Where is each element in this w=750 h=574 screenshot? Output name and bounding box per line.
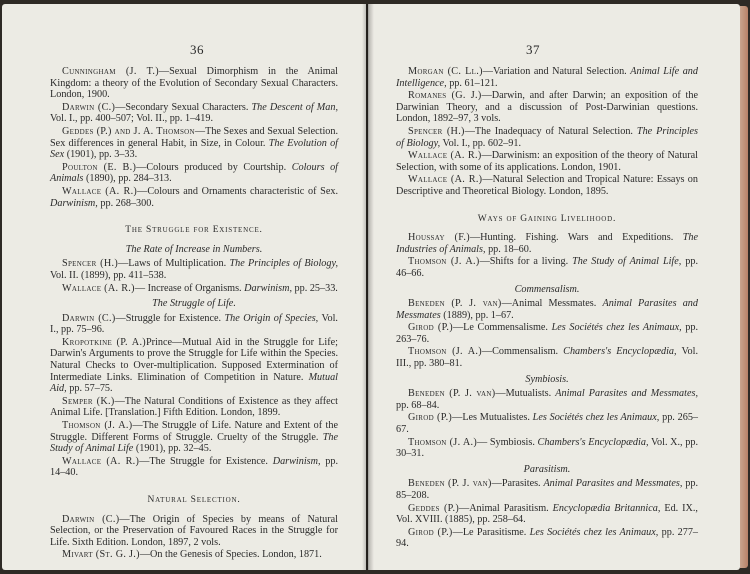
- entry-author: Girod (P.): [408, 412, 453, 424]
- bibliography-entry: [50, 420, 338, 455]
- entry-text: —The Origin of Species by means of Natural Selection, or the Preservation of Favoured Races in the Struggle for Life. Sixth Edition. London, 1897, 2 vols.: [50, 513, 338, 548]
- subsection-heading: The Struggle of Life.: [152, 298, 236, 310]
- entry-text: —The Struggle for Existence.: [139, 455, 268, 467]
- subsection-heading: Parasitism.: [523, 463, 571, 475]
- entry-text: —Sexual Dimorphism in the Animal Kingdom: a theory of the Evolution of Secondary Sexual Characters. London, 1900.: [50, 66, 338, 101]
- right-page: [368, 4, 740, 570]
- entry-author: Geddes (P.): [408, 502, 460, 514]
- bibliography-entry: [50, 396, 338, 419]
- entry-title: The Study of Animal Life,: [572, 256, 682, 268]
- entry-pages: pp. 46–66.: [396, 256, 699, 279]
- entry-author: Morgan (C. Ll.): [408, 66, 483, 77]
- bibliography-entry: [396, 298, 698, 321]
- entry-pages: (1890), pp. 284–313.: [85, 173, 172, 185]
- entry-title: Encyclopædia Britannica,: [552, 502, 661, 514]
- entries-natural-selection-cont: [396, 66, 698, 198]
- entry-text: —Mutualists.: [495, 388, 552, 400]
- bibliography-entry: [396, 150, 698, 173]
- entry-author: Mivart (St. G. J.): [62, 549, 140, 561]
- entry-pages: pp. 265–67.: [396, 412, 698, 436]
- entry-title: Les Sociétés chez les Animaux,: [529, 526, 659, 538]
- entry-pages: pp. 25–33.: [294, 282, 338, 294]
- entry-text: —Colours and Ornaments characteristic of Sex.: [137, 185, 338, 197]
- entries-commensalism: [396, 298, 698, 370]
- page-number: 36: [190, 42, 204, 57]
- bibliography-entry: [396, 478, 698, 501]
- page-edge: [740, 6, 748, 568]
- entry-title: Les Sociétés chez les Animaux,: [532, 412, 660, 424]
- entries-sexual-selection: [50, 66, 338, 209]
- entry-author: Spencer (H.): [408, 125, 465, 137]
- entry-text: —The Inadequacy of Natural Selection.: [464, 125, 633, 137]
- entry-title: Colours of Animals: [50, 161, 339, 185]
- bibliography-entry: [50, 283, 338, 295]
- bibliography-entry: [50, 102, 338, 125]
- entry-text: —The Sexes and Sexual Selection. Sex differences in general Habit, in Size, in Colour.: [50, 125, 339, 149]
- entry-text: —Laws of Multiplication.: [118, 258, 227, 270]
- entry-pages: pp. 85–208.: [396, 478, 698, 501]
- entry-author: Beneden (P. J. van): [408, 388, 496, 400]
- bibliography-entry: [50, 66, 338, 101]
- bibliography-entry: [396, 388, 698, 411]
- entries-livelihood: [396, 232, 698, 279]
- entry-author: Houssay (F.): [408, 232, 470, 244]
- subsection-heading: The Rate of Increase in Numbers.: [125, 243, 263, 255]
- entry-title: Animal Parasites and Messmates: [396, 298, 698, 321]
- entry-text: —On the Genesis of Species. London, 1871.: [139, 549, 322, 561]
- entry-title: Animal Parasites and Messmates,: [555, 388, 698, 400]
- entry-author: Thomson (J. A.): [408, 256, 480, 268]
- entry-author: Poulton (E. B.): [62, 161, 137, 173]
- bibliography-entry: [50, 456, 338, 479]
- bibliography-entry: [50, 337, 338, 395]
- entry-text: —Darwin, and after Darwin; an exposition of the Darwinian Theory, and a discussion of Post-Darwinian questions. London, 1892–97, 3 vols.: [396, 90, 698, 125]
- entry-author: Darwin (C.): [62, 101, 116, 113]
- entry-text: —Colours produced by Courtship.: [136, 161, 287, 173]
- entry-title: The Descent of Man,: [251, 101, 338, 113]
- bibliography-entry: [396, 503, 698, 526]
- bibliography-entry: [50, 162, 338, 185]
- entry-pages: pp. 18–60.: [488, 243, 532, 255]
- entry-text: — Symbiosis.: [477, 436, 535, 448]
- entry-author: Wallace (A. R.): [62, 455, 140, 467]
- entry-text: —Darwinism: an exposition of the theory of Natural Selection, with some of its applications. London, 1901.: [396, 150, 698, 173]
- entry-text: —Shifts for a living.: [479, 256, 569, 268]
- entry-title: The Industries of Animals,: [396, 232, 698, 255]
- entries-struggle-of-life: [50, 313, 338, 479]
- entry-pages: pp. 277–94.: [396, 526, 699, 550]
- bibliography-entry: [50, 258, 338, 281]
- entry-text: —Hunting. Fishing. Wars and Expeditions.: [469, 232, 674, 244]
- entry-text: — Increase of Organisms.: [134, 282, 242, 294]
- bibliography-entry: [396, 322, 698, 345]
- entry-title: The Origin of Species,: [224, 312, 319, 324]
- entry-title: Darwinism,: [272, 455, 321, 467]
- entry-title: Les Sociétés chez les Animaux,: [551, 322, 682, 334]
- entries-parasitism: [396, 478, 698, 550]
- entry-author: Darwin (C.): [62, 513, 120, 525]
- book-gutter: [362, 4, 374, 570]
- bibliography-entry: [396, 66, 698, 89]
- entry-text: —Le Parasitisme.: [452, 526, 527, 538]
- section-heading: The Struggle for Existence.: [125, 225, 263, 236]
- entry-pages: Vol. I., pp. 75–96.: [50, 312, 338, 336]
- entry-author: Romanes (G. J.): [408, 90, 482, 102]
- section-heading: Natural Selection.: [147, 495, 241, 505]
- entry-pages: pp. 57–75.: [69, 383, 113, 395]
- entry-pages: Vol. I., pp. 400–507; Vol. II., pp. 1–419.: [50, 113, 214, 125]
- entry-author: Darwin (C.): [62, 312, 116, 324]
- entry-author: Wallace (A. R.): [62, 282, 135, 294]
- bibliography-entry: [396, 126, 698, 149]
- entry-title: The Principles of Biology,: [229, 258, 338, 270]
- entry-text: —Struggle for Existence.: [115, 312, 222, 324]
- entry-text: —Variation and Natural Selection.: [482, 66, 627, 77]
- entry-author: Girod (P.): [408, 322, 453, 334]
- entry-author: Girod (P.): [408, 526, 453, 538]
- entry-author: Kropotkine (P. A.): [62, 336, 146, 348]
- section-heading: Ways of Gaining Livelihood.: [477, 213, 617, 224]
- entry-text: —Commensalism.: [481, 346, 559, 358]
- bibliography-entry: [50, 514, 338, 549]
- page-number: 37: [526, 42, 540, 57]
- entry-pages: pp. 268–300.: [100, 197, 154, 209]
- entry-pages: pp. 61–121.: [449, 77, 498, 89]
- entry-pages: Vol. II. (1899), pp. 411–538.: [50, 269, 167, 281]
- entry-author: Wallace (A. R.): [62, 185, 138, 197]
- entry-author: Thomson (J. A.): [62, 420, 133, 432]
- page-body: [50, 66, 338, 562]
- entry-title: The Principles of Biology,: [396, 125, 699, 149]
- entry-pages: (1901), pp. 3–33.: [66, 149, 138, 161]
- left-page: [2, 4, 366, 570]
- bibliography-entry: [396, 232, 698, 255]
- entry-title: Animal Life and Intelligence,: [396, 66, 698, 89]
- entry-text: —Animal Parasitism.: [459, 502, 549, 514]
- entry-text: —The Struggle of Life. Nature and Extent of the Struggle. Different Forms of Struggle. Cruelty of the Struggle.: [50, 420, 338, 443]
- entry-pages: Vol. X., pp. 30–31.: [396, 436, 698, 460]
- page-body: [396, 66, 698, 551]
- entry-text: —Les Mutualistes.: [452, 412, 530, 424]
- entry-pages: pp. 263–76.: [396, 322, 698, 345]
- bibliography-entry: [50, 186, 338, 209]
- entry-text: —Animal Messmates.: [501, 298, 597, 310]
- bibliography-entry: [396, 527, 698, 550]
- entry-pages: (1889), pp. 1–67.: [443, 309, 514, 321]
- entry-text: —Secondary Sexual Characters.: [115, 101, 249, 113]
- entry-title: The Study of Animal Life: [50, 431, 339, 455]
- entry-title: Darwinism,: [50, 197, 98, 209]
- entry-author: Wallace (A. R.): [408, 174, 483, 186]
- bibliography-entry: [396, 437, 698, 460]
- bibliography-entry: [396, 90, 698, 125]
- entry-title: Darwinism,: [244, 282, 292, 294]
- entries-symbiosis: [396, 388, 698, 460]
- entry-author: Semper (K.): [62, 395, 115, 407]
- bibliography-entry: [396, 412, 698, 435]
- entries-rate-of-increase: [50, 258, 338, 294]
- entry-text: Prince—Mutual Aid in the Struggle for Life; Darwin's Arguments to prove the Struggle for Life within the Species. Natural Checks to Over-multiplication. Supposed Extermination of Intermediate Links. Elimination of Competition in Nature.: [50, 336, 338, 383]
- entry-title: The Evolution of Sex: [50, 137, 338, 161]
- bibliography-entry: [396, 256, 698, 279]
- entry-pages: (1901), pp. 32–45.: [135, 443, 212, 455]
- entry-author: Thomson (J. A.): [408, 436, 478, 448]
- entry-author: Beneden (P. J. van): [408, 478, 492, 490]
- entry-title: Animal Parasites and Messmates,: [543, 478, 683, 490]
- entry-text: —Parasites.: [491, 478, 541, 490]
- entry-title: Chambers's Encyclopædia,: [537, 436, 649, 448]
- entry-text: —Le Commensalisme.: [452, 322, 548, 334]
- entry-title: Mutual Aid,: [50, 371, 338, 395]
- bibliography-entry: [50, 549, 338, 561]
- entry-author: Cunningham (J. T.): [62, 66, 159, 77]
- entry-pages: Vol. III., pp. 380–81.: [396, 346, 699, 370]
- entries-natural-selection: [50, 514, 338, 561]
- entry-pages: pp. 14–40.: [50, 455, 339, 479]
- entry-author: Thomson (J. A.): [408, 346, 482, 358]
- subsection-heading: Symbiosis.: [525, 373, 569, 385]
- subsection-heading: Commensalism.: [514, 283, 580, 295]
- entry-author: Geddes (P.) and J. A. Thomson: [62, 125, 195, 137]
- entry-author: Wallace (A. R.): [408, 150, 482, 162]
- entry-author: Beneden (P. J. van): [408, 298, 502, 310]
- entry-pages: Ed. IX., Vol. XVIII. (1885), pp. 258–64.: [396, 502, 698, 526]
- bibliography-entry: [50, 313, 338, 336]
- entry-pages: Vol. I., pp. 602–91.: [442, 137, 522, 149]
- entry-pages: pp. 68–84.: [396, 399, 440, 411]
- bibliography-entry: [396, 346, 698, 369]
- entry-title: Chambers's Encyclopædia,: [563, 346, 677, 358]
- entry-text: —Natural Selection and Tropical Nature: Essays on Descriptive and Theoretical Biology. London, 1895.: [396, 174, 698, 197]
- entry-text: —The Natural Conditions of Existence as they affect Animal Life. [Translation.] Fifth Edition. London, 1899.: [50, 395, 338, 419]
- bibliography-entry: [50, 126, 338, 161]
- bibliography-entry: [396, 174, 698, 197]
- entry-author: Spencer (H.): [62, 258, 119, 270]
